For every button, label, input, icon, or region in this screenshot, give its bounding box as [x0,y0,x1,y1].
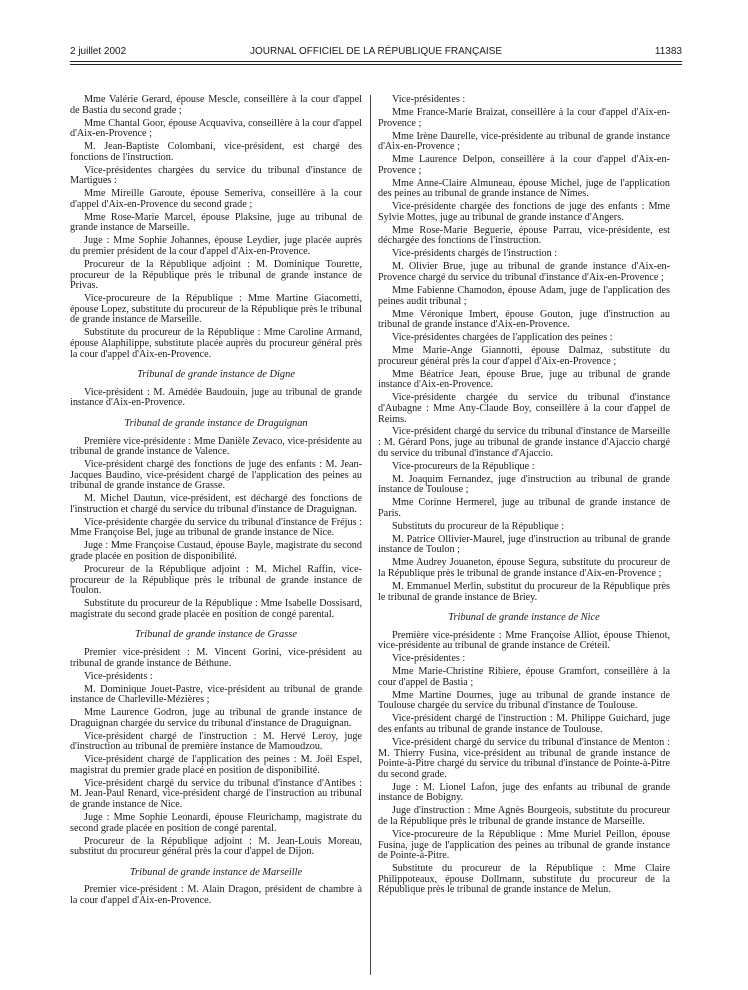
paragraph: Vice-présidente chargée du service du tribunal d'instance d'Aubagne : Mme Any-Claude Boy, conseillère à la cour d'appel de Reims. [378,392,670,425]
paragraph: Vice-président chargé de l'instruction : M. Philippe Guichard, juge des enfants au tribunal de grande instance de Toulouse. [378,713,670,736]
paragraph: Vice-procureure de la République : Mme Martine Giacometti, épouse Lopez, substitute du procureur de la République près le tribunal de grande instance de Marseille. [70,293,362,326]
section-heading: Tribunal de grande instance de Grasse [135,629,297,641]
paragraph: Vice-présidentes : [392,94,466,105]
paragraph: Vice-présidente chargée des fonctions de juge des enfants : Mme Sylvie Mottes, juge au tribunal de grande instance d'Angers. [378,201,670,223]
paragraph: Mme Chantal Goor, épouse Acquaviva, conseillère à la cour d'appel d'Aix-en-Provence ; [70,117,362,140]
paragraph: Vice-président chargé du service du tribunal d'instance d'Antibes : M. Jean-Paul Renard, vice-président chargé de l'instruction au tribunal de grande instance de Nice. [70,777,362,811]
header-page-number: 11383 [654,46,682,57]
paragraph: Vice-président chargé du service du tribunal d'instance de Marseille : M. Gérard Pons, juge au tribunal de grande instance d'Ajaccio chargé du service du tribunal d'instance d'Ajaccio. [378,426,670,459]
paragraph: M. Emmanuel Merlin, substitut du procureur de la République près le tribunal de grande instance de Briey. [378,580,670,603]
paragraph: M. Olivier Brue, juge au tribunal de grande instance d'Aix-en-Provence chargé du service du tribunal d'instance d'Aix-en-Provence ; [378,261,670,284]
paragraph: Premier vice-président : M. Vincent Gorini, vice-président au tribunal de grande instance de Béthune. [70,646,362,669]
paragraph: Première vice-présidente : Mme Françoise Alliot, épouse Thienot, vice-présidente au tribunal de grande instance de Créteil. [378,629,670,652]
paragraph: Mme Fabienne Chamodon, épouse Adam, juge de l'application des peines audit tribunal ; [378,285,670,307]
paragraph: Mme Laurence Delpon, conseillère à la cour d'appel d'Aix-en-Provence ; [378,154,670,176]
paragraph: Vice-procureure de la République : Mme Muriel Peillon, épouse Fusina, juge de l'application des peines au tribunal de grande instance de Pointe-à-Pitre. [378,828,670,862]
paragraph: Mme Laurence Godron, juge au tribunal de grande instance de Draguignan chargée du service du tribunal d'instance de Draguignan. [70,707,362,729]
paragraph: Mme Irène Daurelle, vice-présidente au tribunal de grande instance d'Aix-en-Provence ; [378,130,670,153]
paragraph: Substituts du procureur de la République : [392,520,565,532]
paragraph: Vice-président chargé des fonctions de juge des enfants : M. Jean-Jacques Baudino, vice-président chargé de l'application des peines au tribunal de grande instance de Grasse. [70,459,362,492]
section-heading: Tribunal de grande instance de Draguignan [124,417,308,429]
section-heading: Tribunal de grande instance de Digne [137,369,295,381]
paragraph: Première vice-présidente : Mme Danièle Zevaco, vice-présidente au tribunal de grande instance de Valence. [70,435,362,458]
paragraph: Mme Mireille Garoute, épouse Semeriva, conseillère à la cour d'appel d'Aix-en-Provence du second grade ; [70,188,362,210]
paragraph: Mme Anne-Claire Almuneau, épouse Michel, juge de l'application des peines au tribunal de grande instance de Nîmes. [378,177,670,200]
paragraph: Procureur de la République adjoint : M. Michel Raffin, vice-procureur de la République près le tribunal de grande instance de Toulon. [70,564,362,597]
header-journal-title: JOURNAL OFFICIEL DE LA RÉPUBLIQUE FRANÇAISE [249,46,503,57]
paragraph: Vice-procureurs de la République : [392,460,535,472]
paragraph: Mme Marie-Christine Ribiere, épouse Gramfort, conseillère à la cour d'appel de Bastia ; [378,666,670,688]
paragraph: Substitute du procureur de la République : Mme Caroline Armand, épouse Alaphilippe, substitute placée auprès du procureur général près la cour d'appel d'Aix-en-Provence. [70,327,362,360]
paragraph: Mme Martine Dournes, juge au tribunal de grande instance de Toulouse chargée du service du tribunal d'instance de Toulouse. [378,689,670,712]
paragraph: Juge : M. Lionel Lafon, juge des enfants au tribunal de grande instance de Bobigny. [378,781,670,804]
paragraph: Juge d'instruction : Mme Agnès Bourgeois, substitute du procureur de la République près le tribunal de grande instance de Marseille. [378,805,670,827]
paragraph: Mme Audrey Jouaneton, épouse Segura, substitute du procureur de la République près le tribunal de grande instance d'Aix-en-Provence ; [378,557,670,579]
paragraph: Mme France-Marie Braizat, conseillère à la cour d'appel d'Aix-en-Provence ; [378,106,670,129]
paragraph: Juge : Mme Sophie Johannes, épouse Leydier, juge placée auprès du premier président de la cour d'appel d'Aix-en-Provence. [70,235,362,258]
paragraph: Procureur de la République adjoint : M. Dominique Tourette, procureur de la République près le tribunal de grande instance de Privas. [70,259,362,292]
right-column [378,95,670,898]
paragraph: M. Jean-Baptiste Colombani, vice-président, est chargé des fonctions de l'instruction. [70,141,362,163]
paragraph: Mme Corinne Hermerel, juge au tribunal de grande instance de Paris. [378,497,670,519]
header-rule-bottom [70,64,682,65]
paragraph: Mme Rose-Marie Marcel, épouse Plaksine, juge au tribunal de grande instance de Marseille. [70,211,362,234]
section-heading: Tribunal de grande instance de Marseille [129,866,303,878]
paragraph: Procureur de la République adjoint : M. Jean-Louis Moreau, substitut du procureur général près la cour d'appel de Dijon. [70,835,362,858]
paragraph: M. Michel Dautun, vice-président, est déchargé des fonctions de l'instruction et chargé du service du tribunal d'instance de Draguignan. [70,493,362,515]
paragraph: Mme Rose-Marie Beguerie, épouse Parrau, vice-présidente, est déchargée des fonctions de l'instruction. [378,224,670,247]
paragraph: Vice-président : M. Amédée Baudouin, juge au tribunal de grande instance d'Aix-en-Provence. [70,386,362,409]
section-heading: Tribunal de grande instance de Nice [448,612,600,624]
paragraph: Substitute du procureur de la République : Mme Isabelle Dossisard, magistrate du second grade placée en position de congé parental. [70,598,362,620]
paragraph: M. Joaquim Fernandez, juge d'instruction au tribunal de grande instance de Toulouse ; [378,473,670,496]
paragraph: Substitute du procureur de la République : Mme Claire Philippoteaux, épouse Dollmann, substitute du procureur de la République près le tribunal de grande instance de Melun. [378,863,670,896]
paragraph: Vice-présidents : [84,670,153,682]
paragraph: Vice-présidentes chargées de l'application des peines : [392,332,613,344]
paragraph: Mme Véronique Imbert, épouse Gouton, juge d'instruction au tribunal de grande instance d'Aix-en-Provence. [378,308,670,331]
left-column [70,95,362,909]
paragraph: Juge : Mme Françoise Custaud, épouse Bayle, magistrate du second grade placée en position de disponibilité. [70,540,362,563]
paragraph: M. Patrice Ollivier-Maurel, juge d'instruction au tribunal de grande instance de Toulon ; [378,533,670,556]
paragraph: Vice-présidentes chargées du service du tribunal d'instance de Martigues : [70,164,362,187]
paragraph: Mme Béatrice Jean, épouse Brue, juge au tribunal de grande instance d'Aix-en-Provence. [378,368,670,391]
paragraph: M. Dominique Jouet-Pastre, vice-président au tribunal de grande instance de Charleville-Mézières ; [70,683,362,706]
paragraph: Vice-président chargé du service du tribunal d'instance de Menton : M. Thierry Fusina, vice-président au tribunal de grande instance de Pointe-à-Pitre chargé du service du tribunal d'instance de Pointe-à-Pitre du second grade. [378,737,670,780]
header-rule-top [70,61,682,62]
header-date: 2 juillet 2002 [70,46,127,57]
column-divider [370,95,371,975]
paragraph: Vice-présidentes : [392,653,466,665]
page-header [70,46,682,62]
paragraph: Vice-présidents chargés de l'instruction : [392,248,558,260]
paragraph: Mme Valérie Gerard, épouse Mescle, conseillère à la cour d'appel de Bastia du second grade ; [70,94,362,116]
paragraph: Juge : Mme Sophie Leonardi, épouse Fleurichamp, magistrate du second grade placée en position de congé parental. [70,812,362,834]
paragraph: Vice-président chargé de l'application des peines : M. Joël Espel, magistrat du premier grade placé en position de disponibilité. [70,754,362,776]
paragraph: Vice-présidente chargée du service du tribunal d'instance de Fréjus : Mme Françoise Bel, juge au tribunal de grande instance de Nice. [70,516,362,539]
paragraph: Mme Marie-Ange Giannotti, épouse Dalmaz, substitute du procureur général près la cour d'appel d'Aix-en-Provence ; [378,345,670,367]
paragraph: Vice-président chargé de l'instruction : M. Hervé Leroy, juge d'instruction au tribunal de première instance de Mamoudzou. [70,730,362,753]
paragraph: Premier vice-président : M. Alain Dragon, président de chambre à la cour d'appel d'Aix-en-Provence. [70,884,362,906]
